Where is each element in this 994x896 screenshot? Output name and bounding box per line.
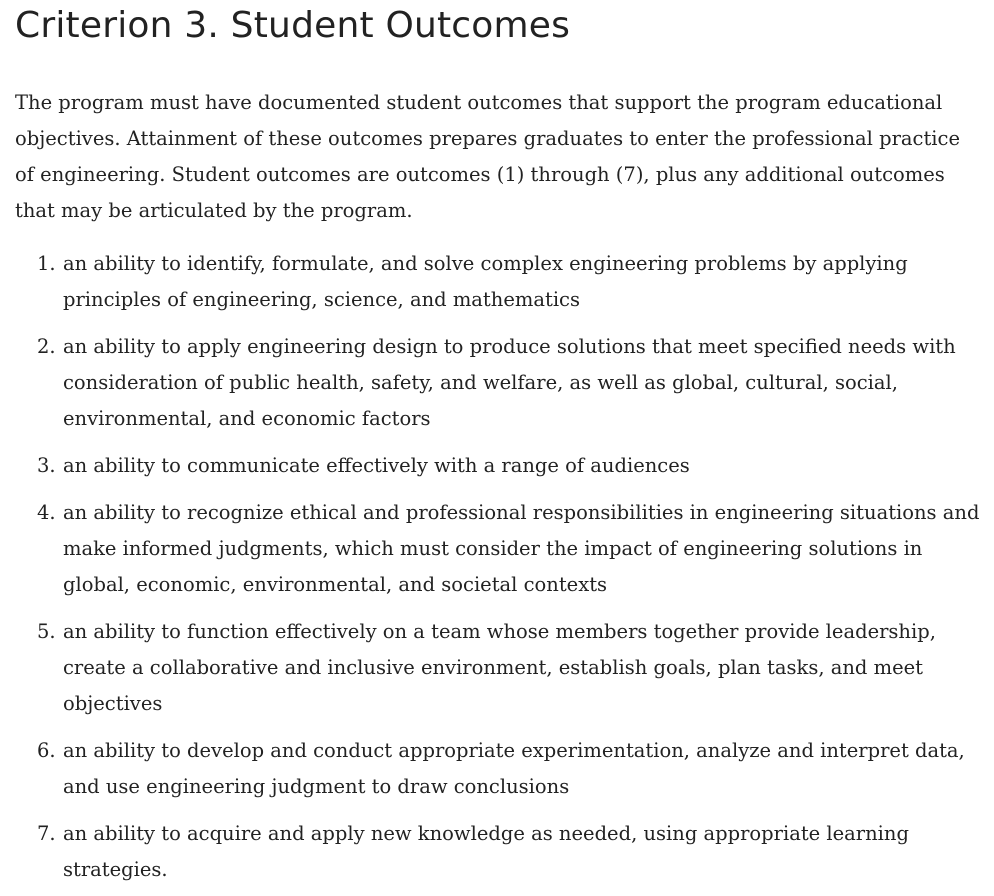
- outcome-number: 7.: [37, 822, 56, 845]
- outcome-text: an ability to identify, formulate, and solve complex engineering problems by applying principles of engineering, science, and mathematics: [63, 252, 908, 311]
- outcome-number: 6.: [37, 739, 56, 762]
- outcome-text: an ability to acquire and apply new knowledge as needed, using appropriate learning strategies.: [63, 822, 909, 881]
- intro-paragraph: The program must have documented student outcomes that support the program educational objectives. Attainment of these outcomes prepares graduates to enter the professional practice of engineering. Student outcomes are outcomes (1) through (7), plus any additional outcomes that may be articulated by the program.: [15, 91, 960, 222]
- outcome-item-4: [0, 495, 994, 603]
- outcome-text: an ability to develop and conduct appropriate experimentation, analyze and interpret data, and use engineering judgment to draw conclusions: [63, 739, 965, 798]
- outcome-number: 1.: [37, 252, 56, 275]
- outcome-number: 5.: [37, 620, 56, 643]
- outcome-item-7: [0, 816, 994, 888]
- outcome-item-5: [0, 614, 994, 722]
- outcome-item-6: [0, 733, 994, 805]
- outcome-item-2: [0, 329, 994, 437]
- outcome-item-3: [0, 448, 994, 484]
- outcome-number: 3.: [37, 454, 56, 477]
- outcome-text: an ability to recognize ethical and professional responsibilities in engineering situations and make informed judgments, which must consider the impact of engineering solutions in global, economic, environmental, and societal contexts: [63, 501, 980, 596]
- outcome-text: an ability to apply engineering design to produce solutions that meet specified needs with consideration of public health, safety, and welfare, as well as global, cultural, social, environmental, and economic factors: [63, 335, 956, 430]
- outcome-number: 4.: [37, 501, 56, 524]
- outcome-number: 2.: [37, 335, 56, 358]
- outcome-text: an ability to communicate effectively with a range of audiences: [63, 454, 690, 477]
- outcome-item-1: [0, 246, 994, 318]
- outcomes-list: [0, 246, 994, 896]
- page-title: Criterion 3. Student Outcomes: [15, 5, 571, 46]
- outcome-text: an ability to function effectively on a team whose members together provide leadership, create a collaborative and inclusive environment, establish goals, plan tasks, and meet objectives: [63, 620, 936, 715]
